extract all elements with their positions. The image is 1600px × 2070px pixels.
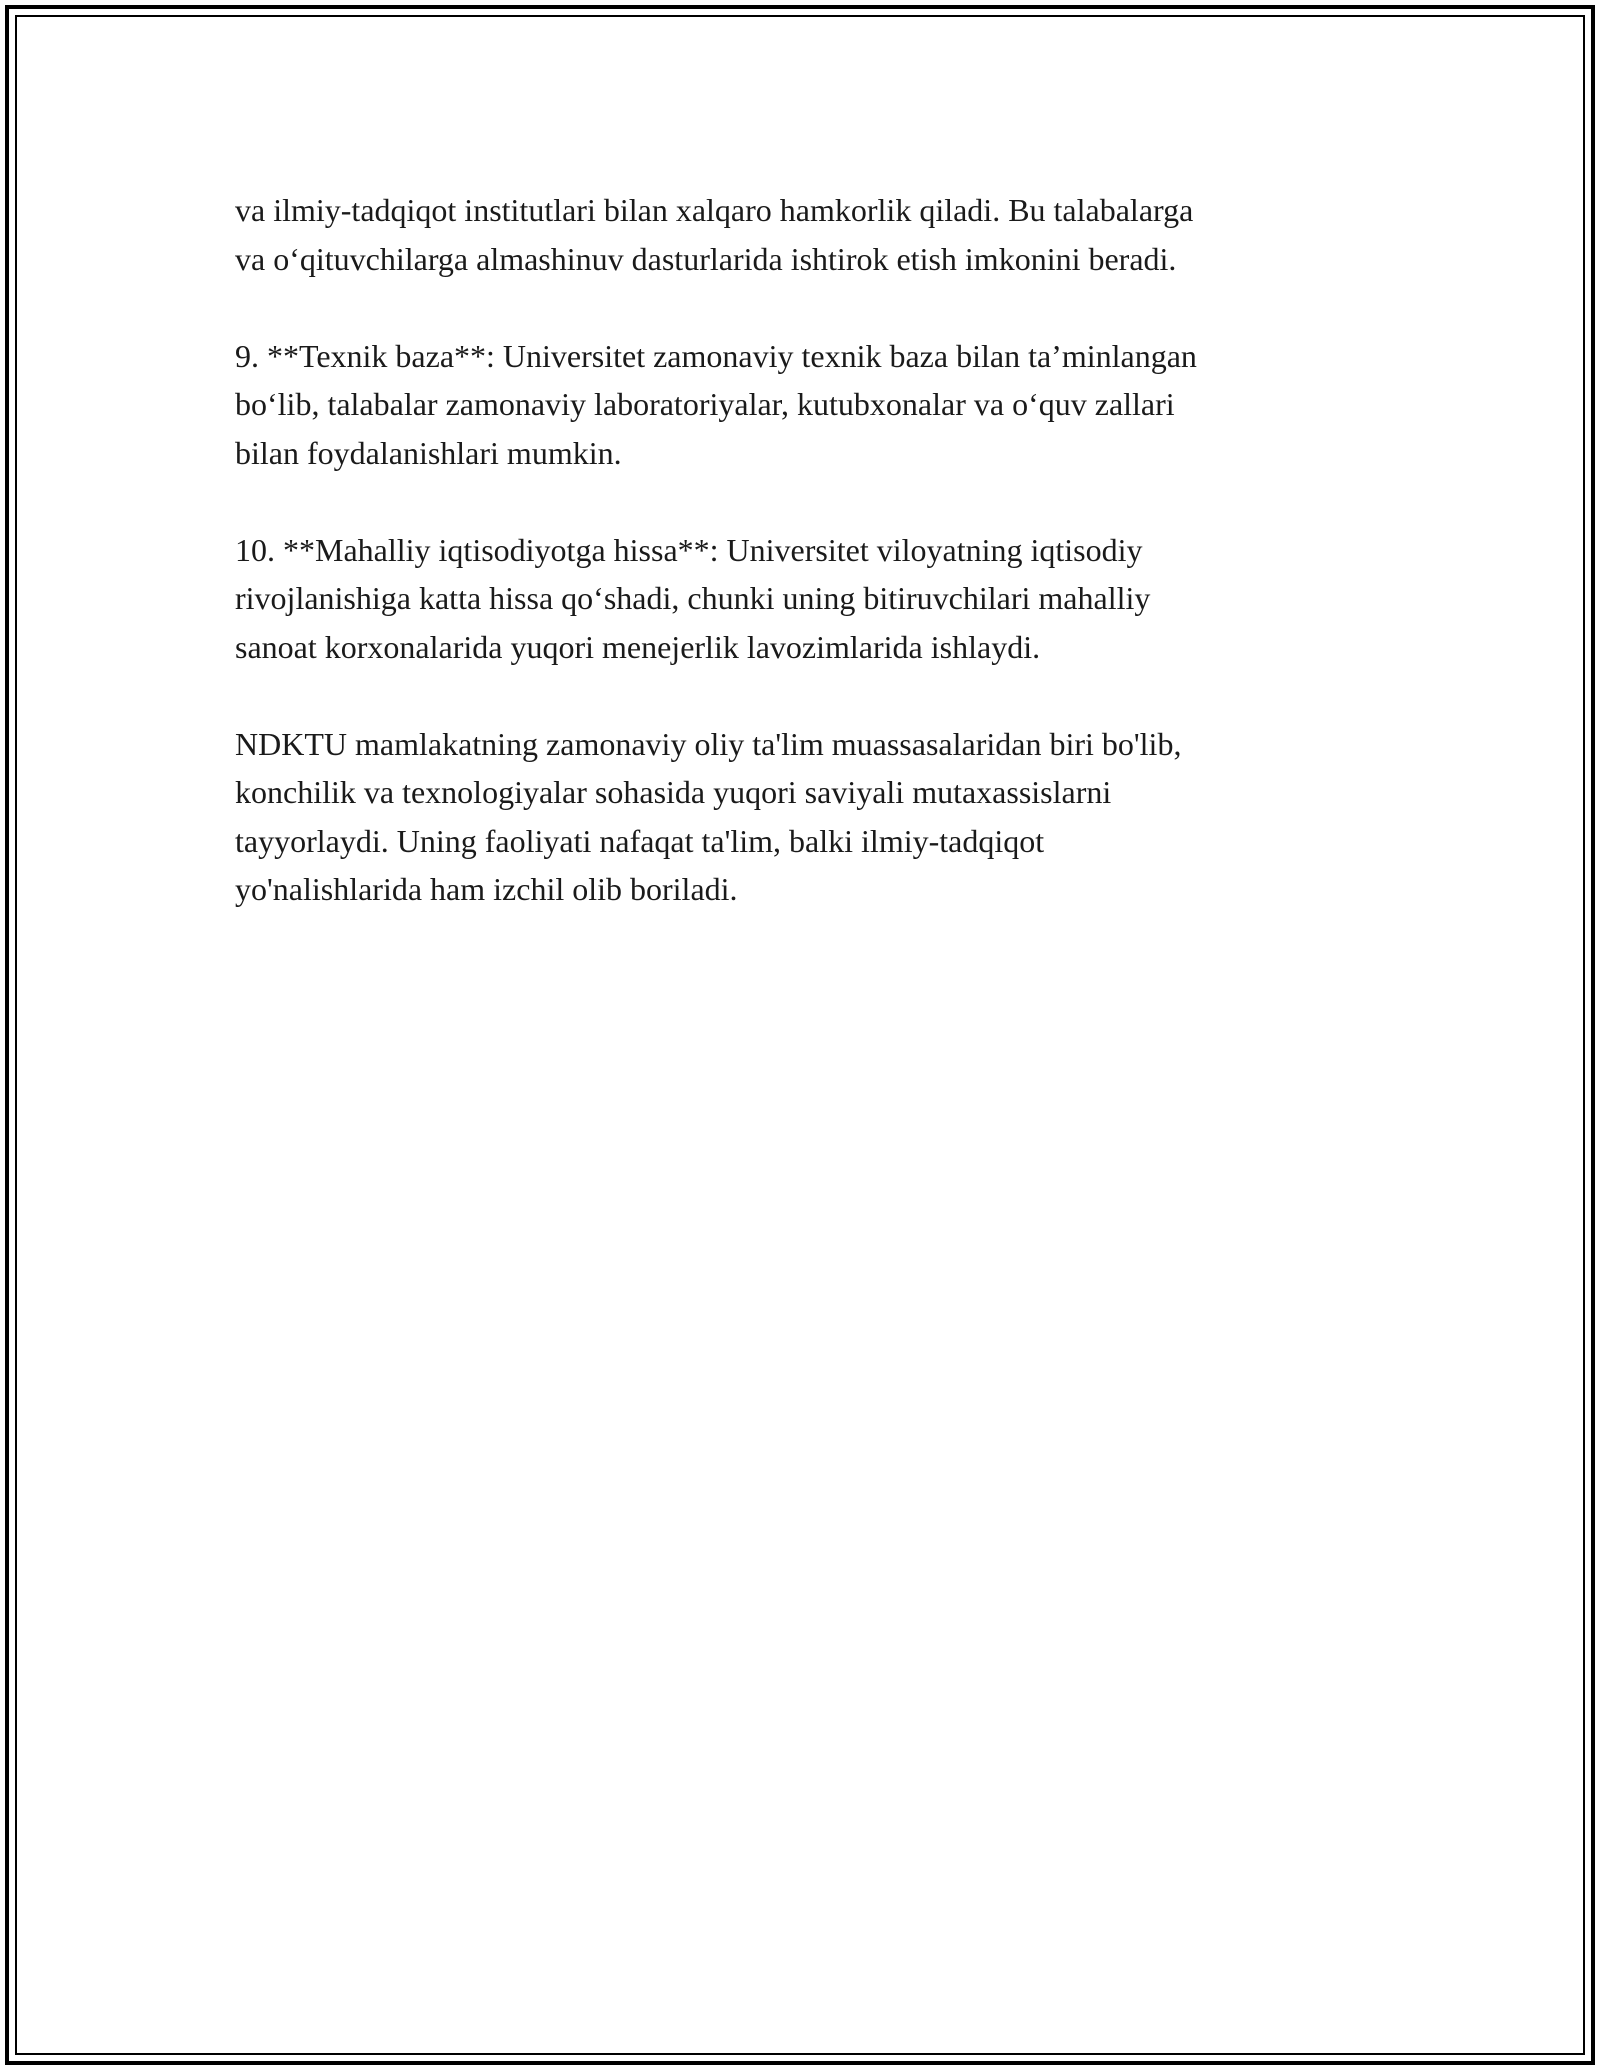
text-line: bo‘lib, talabalar zamonaviy laboratoriyalar, kutubxonalar va o‘quv zallari	[235, 386, 1175, 422]
text-line: konchilik va texnologiyalar sohasida yuqori saviyali mutaxassislarni	[235, 774, 1112, 810]
text-line: va ilmiy-tadqiqot institutlari bilan xalqaro hamkorlik qiladi. Bu talabalarga	[235, 192, 1194, 228]
text-line: bilan foydalanishlari mumkin.	[235, 434, 622, 471]
paragraph-conclusion-ndktu	[235, 720, 1375, 914]
text-line: 10. **Mahalliy iqtisodiyotga hissa**: Universitet viloyatning iqtisodiy	[235, 531, 1143, 568]
text-line: 9. **Texnik baza**: Universitet zamonaviy texnik baza bilan ta’minlangan	[235, 337, 1197, 374]
text-line: NDKTU mamlakatning zamonaviy oliy ta'lim muassasalaridan biri bo'lib,	[235, 725, 1182, 762]
text-line: tayyorlaydi. Uning faoliyati nafaqat ta'lim, balki ilmiy-tadqiqot	[235, 822, 1045, 859]
text-line: yo'nalishlarida ham izchil olib boriladi.	[235, 871, 738, 907]
paragraph-item-10-local-economy	[235, 526, 1375, 672]
paragraph-intl-cooperation	[235, 186, 1375, 283]
text-line: va o‘qituvchilarga almashinuv dasturlarida ishtirok etish imkonini beradi.	[235, 240, 1177, 277]
document-body	[235, 186, 1375, 962]
paragraph-item-9-technical-base	[235, 332, 1375, 478]
text-line: rivojlanishiga katta hissa qo‘shadi, chunki uning bitiruvchilari mahalliy	[235, 580, 1151, 616]
text-line: sanoat korxonalarida yuqori menejerlik lavozimlarida ishlaydi.	[235, 628, 1041, 665]
